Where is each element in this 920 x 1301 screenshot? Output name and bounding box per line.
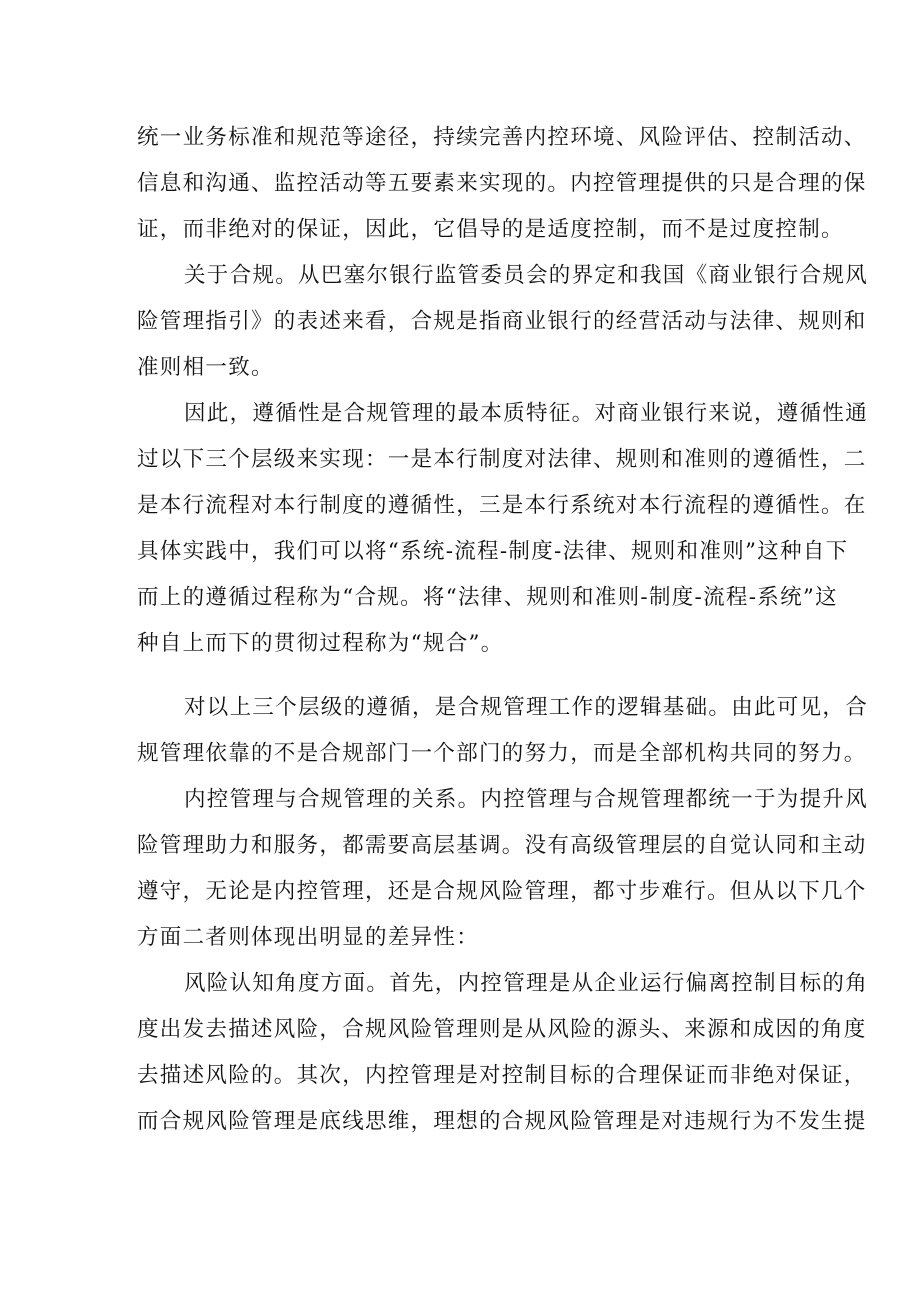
text-line: 险管理指引》的表述来看，合规是指商业银行的经营活动与法律、规则和 [137, 309, 867, 334]
text-line: 内控管理与合规管理的关系。内控管理与合规管理都统一于为提升风 [184, 787, 869, 812]
text-line: 信息和沟通、监控活动等五要素来实现的。内控管理提供的只是合理的保 [137, 171, 867, 196]
text-line: 去描述风险的。其次，内控管理是对控制目标的合理保证而非绝对保证， [137, 1063, 867, 1088]
paragraph-relationship [137, 777, 869, 961]
text-line: 是本行流程对本行制度的遵循性，三是本行系统对本行流程的遵循性。在 [137, 493, 867, 518]
text-line: 统一业务标准和规范等途径，持续完善内控环境、风险评估、控制活动、 [137, 125, 867, 150]
text-line: 规管理依靠的不是合规部门一个部门的努力，而是全部机构共同的努力。 [137, 741, 867, 766]
text-line: 关于合规。从巴塞尔银行监管委员会的界定和我国《商业银行合规风 [184, 263, 869, 288]
text-line: 方面二者则体现出明显的差异性： [137, 925, 480, 950]
text-line: 对以上三个层级的遵循，是合规管理工作的逻辑基础。由此可见，合 [184, 695, 869, 720]
text-line: 具体实践中，我们可以将“系统-流程-制度-法律、规则和准则”这种自下 [137, 539, 849, 564]
text-line: 因此，遵循性是合规管理的最本质特征。对商业银行来说，遵循性通 [184, 401, 869, 426]
paragraph-logical-basis [137, 685, 869, 777]
text-line: 遵守，无论是内控管理，还是合规风险管理，都寸步难行。但从以下几个 [137, 879, 867, 904]
text-line: 而合规风险管理是底线思维，理想的合规风险管理是对违规行为不发生提 [137, 1109, 867, 1134]
body-text [137, 115, 869, 1145]
text-line: 过以下三个层级来实现：一是本行制度对法律、规则和准则的遵循性，二 [137, 447, 867, 472]
paragraph-spacer [137, 667, 837, 685]
text-line: 准则相一致。 [137, 355, 274, 380]
text-line: 险管理助力和服务，都需要高层基调。没有高级管理层的自觉认同和主动 [137, 833, 867, 858]
paragraph-compliance-levels [137, 391, 869, 667]
text-line: 度出发去描述风险，合规风险管理则是从风险的源头、来源和成因的角度 [137, 1017, 867, 1042]
paragraph-internal-control-continued [137, 115, 867, 253]
text-line: 风险认知角度方面。首先，内控管理是从企业运行偏离控制目标的角 [184, 971, 869, 996]
text-line: 证，而非绝对的保证，因此，它倡导的是适度控制，而不是过度控制。 [137, 217, 844, 242]
text-line: 种自上而下的贯彻过程称为“规合”。 [137, 631, 504, 656]
text-line: 而上的遵循过程称为“合规。将“法律、规则和准则-制度-流程-系统”这 [137, 585, 838, 610]
paragraph-about-compliance [137, 253, 869, 391]
paragraph-risk-perception [137, 961, 869, 1145]
